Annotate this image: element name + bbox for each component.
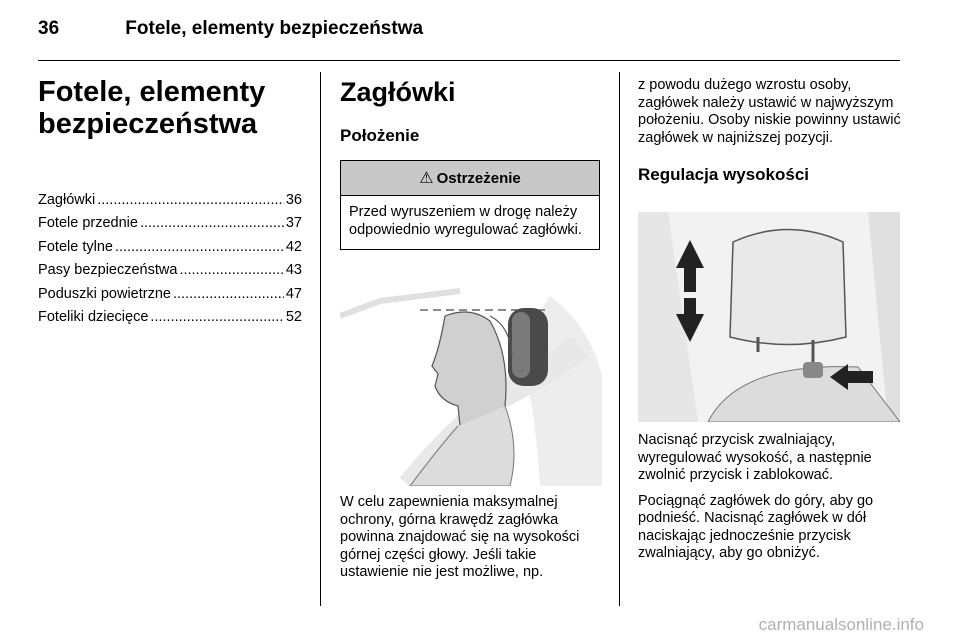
warning-header [341,161,599,196]
toc-item[interactable]: Fotele przednie ..... 37 [38,215,302,238]
body-paragraph: Nacisnąć przycisk zwalniający, wyregulować wysokość, a następnie zwolnić przycisk i zablokować. [638,432,872,483]
toc-item[interactable]: Poduszki powietrzne ..... 47 [38,286,302,309]
height-adjustment-column [638,77,902,185]
toc-item[interactable]: Zagłówki ..... 36 [38,192,302,215]
warning-triangle-icon: ⚠ [419,170,434,187]
section-title: Zagłówki [340,77,456,107]
column-divider-2 [619,72,620,606]
chapter-column [38,76,302,332]
headrest-position-illustration [340,286,602,486]
body-paragraph: z powodu dużego wzrostu osoby, zagłówek należy ustawić w najwyższym położeniu. Osoby niskie powinny ustawić zagłówek w najniższej pozycji. [638,77,901,146]
column-divider-1 [320,72,321,606]
height-adjustment-illustration [638,212,900,422]
toc-item[interactable]: Pasy bezpieczeństwa ..... 43 [38,262,302,285]
height-adjustment-instructions [638,432,902,571]
running-title: Fotele, elementy bezpieczeństwa [125,18,424,39]
toc-item[interactable]: Fotele tylne ..... 42 [38,239,302,262]
body-paragraph: W celu zapewnienia maksymalnej ochrony, górna krawędź zagłówka powinna znajdować się na wysokości górnej części głowy. Jeśli takie ustawienie nie jest możliwe, np. [340,494,580,580]
watermark: carmanualsonline.info [758,615,924,634]
subsection-title: Położenie [340,126,420,145]
header-rule [38,60,900,61]
toc-item[interactable]: Foteliki dziecięce ..... 52 [38,309,302,332]
warning-box [340,160,600,250]
chapter-title: Fotele, elementy bezpieczeństwa [38,76,266,140]
table-of-contents [38,192,302,332]
warning-heading: Ostrzeżenie [436,169,521,187]
page-header [38,18,423,40]
subsection-title: Regulacja wysokości [638,165,810,184]
headrest-position-column [340,76,602,580]
page-number: 36 [38,18,60,39]
body-paragraph: Pociągnąć zagłówek do góry, aby go podnieść. Nacisnąć zagłówek w dół naciskając jednocześnie przycisk zwalniający, aby go obniżyć. [638,492,874,561]
warning-text: Przed wyruszeniem w drogę należy odpowiednio wyregulować zagłówki. [349,204,582,238]
